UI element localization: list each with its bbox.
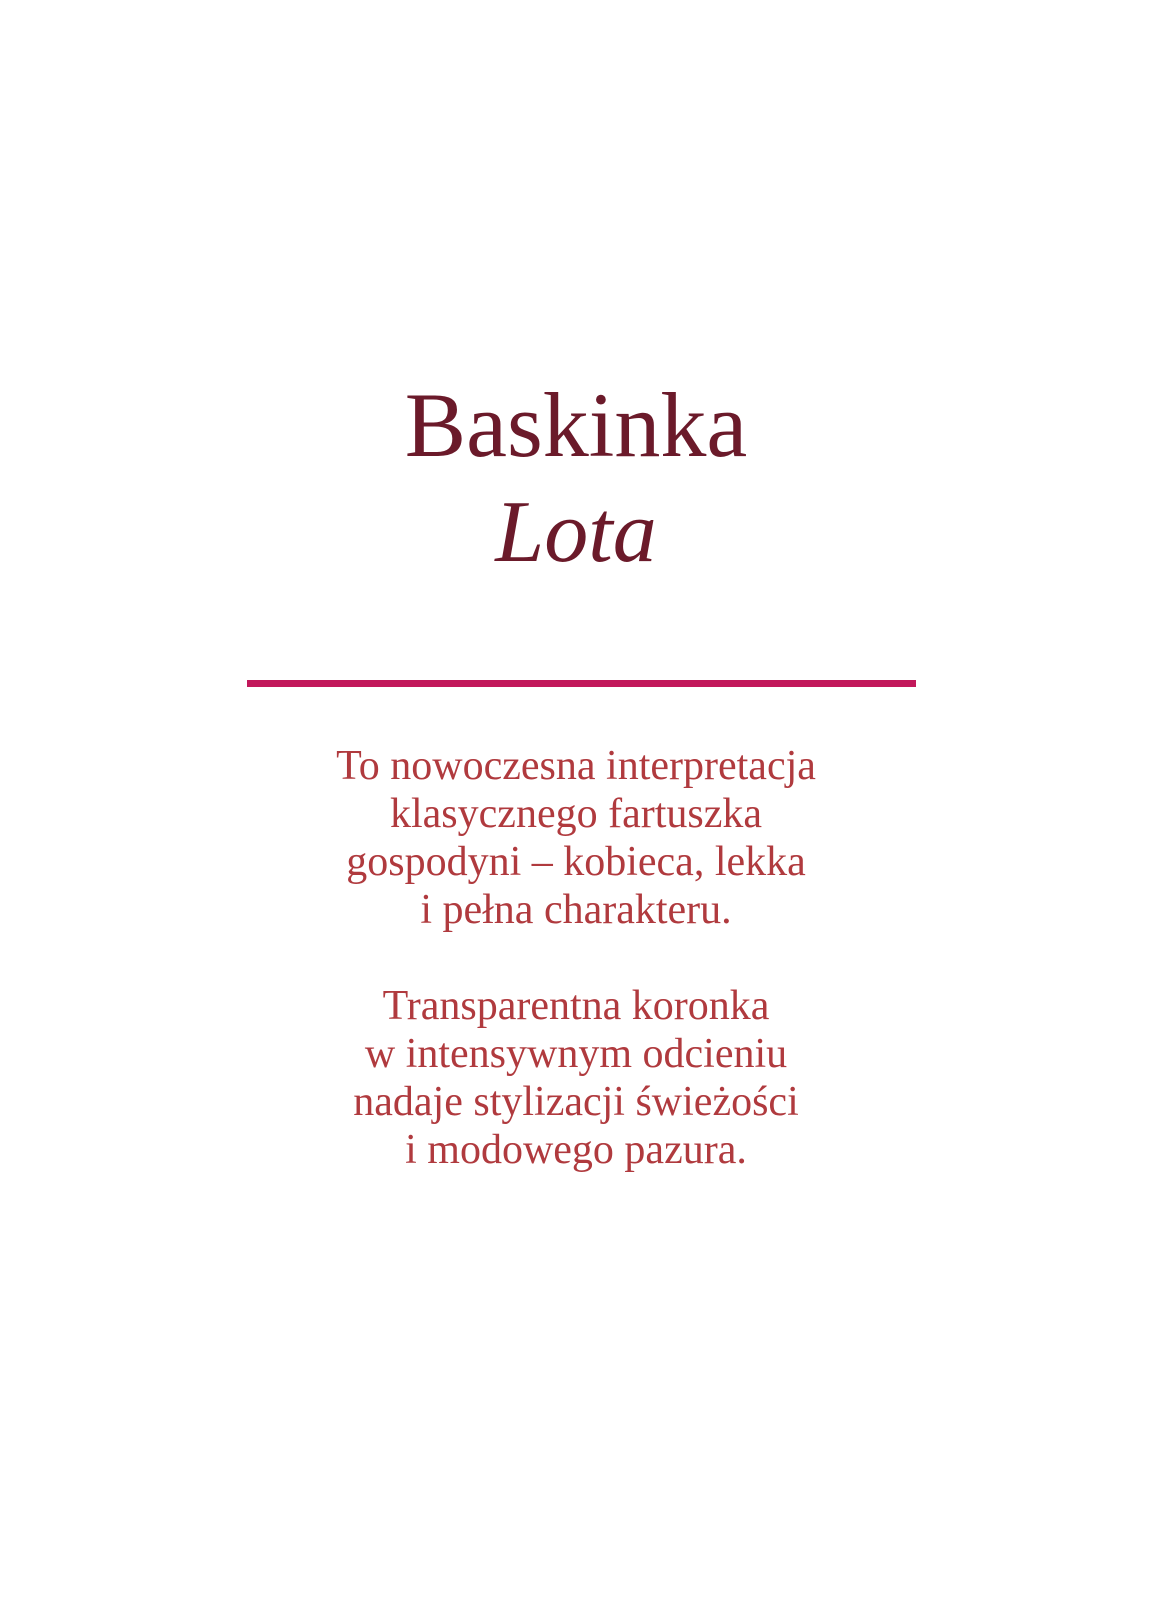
divider-rule bbox=[247, 680, 916, 687]
text-line: nadaje stylizacji świeżości bbox=[353, 1079, 799, 1125]
text-line: gospodyni – kobieca, lekka bbox=[346, 839, 806, 885]
text-line: To nowoczesna interpretacja bbox=[336, 743, 816, 789]
product-title: Baskinka bbox=[404, 374, 748, 476]
text-line: i pełna charakteru. bbox=[420, 887, 732, 933]
product-subtitle: Lota bbox=[495, 484, 657, 581]
description bbox=[0, 742, 1152, 1174]
text-line: Transparentna koronka bbox=[382, 983, 770, 1029]
title-block bbox=[0, 375, 1152, 583]
text-line: i modowego pazura. bbox=[405, 1127, 747, 1173]
text-line: klasycznego fartuszka bbox=[390, 791, 762, 837]
description-paragraph-2 bbox=[0, 982, 1152, 1174]
description-paragraph-1 bbox=[0, 742, 1152, 934]
text-line: w intensywnym odcieniu bbox=[364, 1031, 788, 1077]
